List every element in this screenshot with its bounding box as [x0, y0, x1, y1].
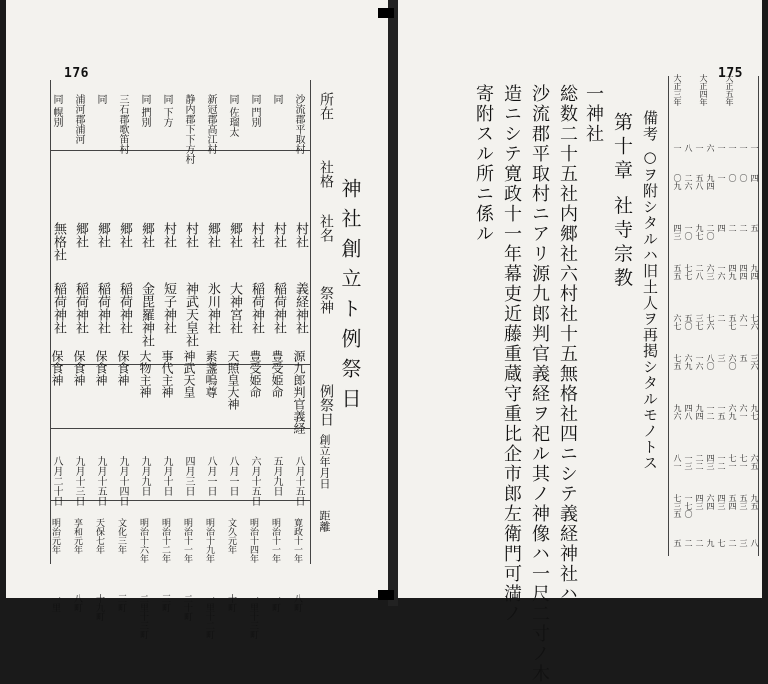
cell-festival: 八月一日: [227, 456, 238, 496]
table-cell: 五三: [739, 494, 748, 510]
cell-established: 天保七年: [94, 518, 104, 554]
table-cell: 一: [739, 144, 748, 152]
cell-location: 新冠郡高江村: [205, 94, 216, 154]
cell-distance: 一里十三町: [248, 594, 258, 639]
cell-location: 三石郡歌笛村: [117, 94, 128, 154]
binding-clip: [378, 8, 394, 18]
table-cell: 二二: [695, 454, 704, 470]
cell-type: 郷社: [139, 222, 154, 248]
cell-location: 浦河郡浦河: [73, 94, 84, 144]
table-cell: 九: [706, 539, 715, 547]
table-cell: 八一: [673, 454, 682, 470]
cell-type: 郷社: [95, 222, 110, 248]
table-cell: 七六: [706, 314, 715, 330]
cell-established: 明治十一年: [270, 518, 280, 563]
cell-distance: 二十町: [182, 594, 192, 621]
book-gutter: [388, 0, 398, 606]
table-cell: 三: [717, 354, 726, 362]
header-type: 社格: [318, 160, 334, 188]
table-cell: 五八: [695, 174, 704, 190]
cell-festival: 四月三日: [183, 456, 194, 496]
table-cell: 九四: [695, 404, 704, 420]
table-cell: 一: [728, 144, 737, 152]
cell-god: 保食神: [116, 350, 130, 386]
cell-established: 享和元年: [72, 518, 82, 554]
cell-name: 氷川神社: [205, 282, 220, 334]
table-column: [747, 84, 763, 554]
table-cell: 二: [728, 539, 737, 547]
cell-name: 稲荷神社: [271, 282, 286, 334]
cell-established: 寛政十一年: [292, 518, 302, 563]
table-cell: 九六: [673, 404, 682, 420]
cell-god: 保食神: [50, 350, 64, 386]
table-cell: 一: [717, 174, 726, 182]
cell-god: 事代主神: [160, 350, 174, 398]
table-cell: 二: [739, 224, 748, 232]
cell-name: 稲荷神社: [249, 282, 264, 334]
table-cell: 三: [739, 539, 748, 547]
cell-established: 明治十六年: [138, 518, 148, 563]
cell-festival: 九月十三日: [73, 456, 84, 506]
binding-clip: [378, 590, 394, 600]
table-cell: 一五: [717, 404, 726, 420]
table-cell: 五五: [673, 264, 682, 280]
body-line: 沙流郡平取村ニアリ源九郎判官義経ヲ祀ル其ノ神像ハ一尺二寸ノ木: [529, 84, 550, 684]
cell-god: 豊受姫命: [248, 350, 262, 398]
table-header: 大正四年: [699, 74, 708, 106]
table-cell: 八: [750, 539, 759, 547]
cell-festival: 八月二十日: [51, 456, 62, 506]
table-cell: 一七〇: [684, 494, 693, 518]
table-cell: 四四: [739, 264, 748, 280]
cell-festival: 五月九日: [271, 456, 282, 496]
cell-established: 明治十二年: [160, 518, 170, 563]
cell-established: 文化三年: [116, 518, 126, 554]
cell-type: 村社: [161, 222, 176, 248]
table-cell: 五四: [728, 494, 737, 510]
cell-type: 村社: [249, 222, 264, 248]
table-cell: 一〇: [684, 224, 693, 240]
table-cell: 五七: [728, 314, 737, 330]
cell-location: 静内郡下下方村: [183, 94, 194, 164]
body-line: 総数二十五社内郷社六村社十五無格社四ニシテ義経神社ハ: [557, 84, 578, 604]
table-header: 大正三年: [673, 74, 682, 106]
table-cell: 六七: [673, 314, 682, 330]
cell-god: 豊受姫命: [270, 350, 284, 398]
table-cell: 四三: [673, 224, 682, 240]
table-cell: 二八: [695, 264, 704, 280]
table-cell: 三七: [695, 314, 704, 330]
body-line: 寄附スル所ニ係ル: [473, 84, 494, 244]
table-cell: 四三: [717, 494, 726, 510]
cell-established: 明治十九年: [204, 518, 214, 563]
cell-distance: 八町: [72, 594, 82, 612]
header-god: 祭神: [318, 286, 334, 314]
cell-name: 短子神社: [161, 282, 176, 334]
cell-distance: 一町: [270, 594, 280, 612]
cell-god: 天照皇大神: [226, 350, 240, 410]
header-location: 所在: [318, 92, 334, 120]
cell-established: 明治元年: [50, 518, 60, 554]
table-cell: 六〇: [728, 354, 737, 370]
cell-festival: 九月十五日: [95, 456, 106, 506]
cell-established: 明治十一年: [182, 518, 192, 563]
page-number: 176: [64, 66, 89, 81]
cell-type: 村社: [271, 222, 286, 248]
page-number: 175: [718, 66, 743, 81]
table-cell: 九四: [750, 264, 759, 280]
table-cell: 六一: [739, 314, 748, 330]
table-cell: 六五: [750, 454, 759, 470]
header-distance: 距離: [318, 510, 331, 532]
table-cell: 二: [684, 539, 693, 547]
table-cell: 七六: [750, 314, 759, 330]
table-border-left: [668, 76, 669, 556]
cell-location: 同 幌別: [51, 94, 62, 128]
cell-distance: 八町: [292, 594, 302, 612]
cell-location: 同: [95, 94, 106, 104]
table-cell: 六: [706, 144, 715, 152]
table-cell: 九四: [706, 174, 715, 190]
cell-location: 同 門別: [249, 94, 260, 128]
table-cell: 〇: [739, 174, 748, 182]
table-cell: 一三: [684, 454, 693, 470]
table-cell: 四: [750, 174, 759, 182]
cell-god: 保食神: [72, 350, 86, 386]
table-cell: 五: [750, 224, 759, 232]
table-cell: 七一: [728, 454, 737, 470]
cell-location: 同 下方: [161, 94, 172, 128]
cell-distance: 十町: [226, 594, 236, 612]
cell-type: 郷社: [227, 222, 242, 248]
table-cell: 一: [717, 144, 726, 152]
table-cell: 七五: [673, 354, 682, 370]
table-cell: 六九: [728, 404, 737, 420]
table-cell: 九七: [695, 224, 704, 240]
chapter-title: 第十章 社寺宗教: [611, 112, 633, 292]
table-cell: 二: [717, 314, 726, 322]
table-cell: 六九: [684, 354, 693, 370]
cell-location: 沙流郡平取村: [293, 94, 304, 154]
cell-location: 同: [271, 94, 282, 104]
table-header: 大正五年: [725, 74, 734, 106]
table-cell: 一六: [717, 264, 726, 280]
cell-festival: 八月一日: [205, 456, 216, 496]
table-cell: 一二: [717, 454, 726, 470]
cell-name: 金毘羅神社: [139, 282, 154, 347]
table-cell: 三六: [750, 354, 759, 370]
table-cell: 八: [684, 144, 693, 152]
section-heading: 一神社: [583, 84, 604, 144]
table-cell: 五: [739, 354, 748, 362]
cell-distance: 三町: [160, 594, 170, 612]
table-cell: 五: [673, 539, 682, 547]
table-cell: 九七: [750, 404, 759, 420]
table-cell: 七七: [684, 264, 693, 280]
table-cell: 一: [750, 144, 759, 152]
table-cell: 四九: [728, 264, 737, 280]
table-cell: 二: [695, 539, 704, 547]
header-name: 社名: [318, 214, 334, 242]
cell-distance: 二里十三町: [138, 594, 148, 639]
table-cell: 七三五: [673, 494, 682, 518]
table-cell: 六四: [706, 494, 715, 510]
cell-festival: 九月九日: [139, 456, 150, 496]
cell-type: 郷社: [73, 222, 88, 248]
cell-god: 大物主神: [138, 350, 152, 398]
table-cell: 五〇: [684, 314, 693, 330]
cell-type: 村社: [183, 222, 198, 248]
table-title: 神社創立ト例祭日: [338, 178, 362, 418]
cell-type: 村社: [293, 222, 308, 248]
cell-distance: 一里十二町: [204, 594, 214, 639]
cell-established: 文久元年: [226, 518, 236, 554]
table-row: [46, 86, 72, 612]
cell-location: 同 捫別: [139, 94, 150, 128]
cell-name: 稲荷神社: [117, 282, 132, 334]
left-page: [6, 0, 388, 639]
cell-god: 神武天皇: [182, 350, 196, 398]
table-cell: 〇九: [673, 174, 682, 190]
table-cell: 二六: [684, 174, 693, 190]
table-cell: 四八: [684, 404, 693, 420]
table-cell: 一: [673, 144, 682, 152]
header-festival: 例祭日: [318, 384, 334, 426]
table-cell: 一: [695, 144, 704, 152]
cell-god: 源九郎判官義経: [292, 350, 306, 434]
cell-distance: 一里: [50, 594, 60, 612]
body-line: 造ニシテ寛政十一年幕吏近藤重蔵守重比企市郎左衛門可満ノ: [501, 84, 522, 624]
cell-name: 稲荷神社: [73, 282, 88, 334]
cell-established: 明治十四年: [248, 518, 258, 563]
table-cell: 四: [717, 224, 726, 232]
cell-name: 義経神社: [293, 282, 308, 334]
header-established: 創立年月日: [318, 434, 331, 489]
table-cell: 六一: [739, 404, 748, 420]
cell-god: 保食神: [94, 350, 108, 386]
cell-name: 大神宮社: [227, 282, 242, 334]
table-cell: 二〇: [706, 224, 715, 240]
remarks-note: 備考 ○ヲ附シタルハ旧土人ヲ再掲シタルモノトス: [641, 110, 659, 471]
table-cell: 八〇: [706, 354, 715, 370]
table-cell: 二: [728, 224, 737, 232]
cell-god: 素盞嗚尊: [204, 350, 218, 398]
table-cell: 四三: [695, 494, 704, 510]
cell-distance: 十九町: [94, 594, 104, 621]
table-cell: 七一: [739, 454, 748, 470]
table-cell: 九五: [750, 494, 759, 510]
table-cell: 四三: [706, 454, 715, 470]
table-cell: 〇: [728, 174, 737, 182]
cell-type: 無格社: [51, 222, 66, 261]
cell-distance: 三町: [116, 594, 126, 612]
cell-name: 稲荷神社: [95, 282, 110, 334]
cell-festival: 六月十五日: [249, 456, 260, 506]
table-cell: 一二: [706, 404, 715, 420]
table-cell: 六三: [706, 264, 715, 280]
cell-type: 郷社: [205, 222, 220, 248]
cell-festival: 九月十日: [161, 456, 172, 496]
right-page: [398, 0, 762, 684]
cell-festival: 九月十四日: [117, 456, 128, 506]
table-cell: 一六: [695, 354, 704, 370]
cell-name: 稲荷神社: [51, 282, 66, 334]
cell-type: 郷社: [117, 222, 132, 248]
cell-festival: 八月十五日: [293, 456, 304, 506]
table-cell: 七: [717, 539, 726, 547]
cell-name: 神武天皇社: [183, 282, 198, 347]
cell-location: 同 佐瑠太: [227, 94, 238, 138]
